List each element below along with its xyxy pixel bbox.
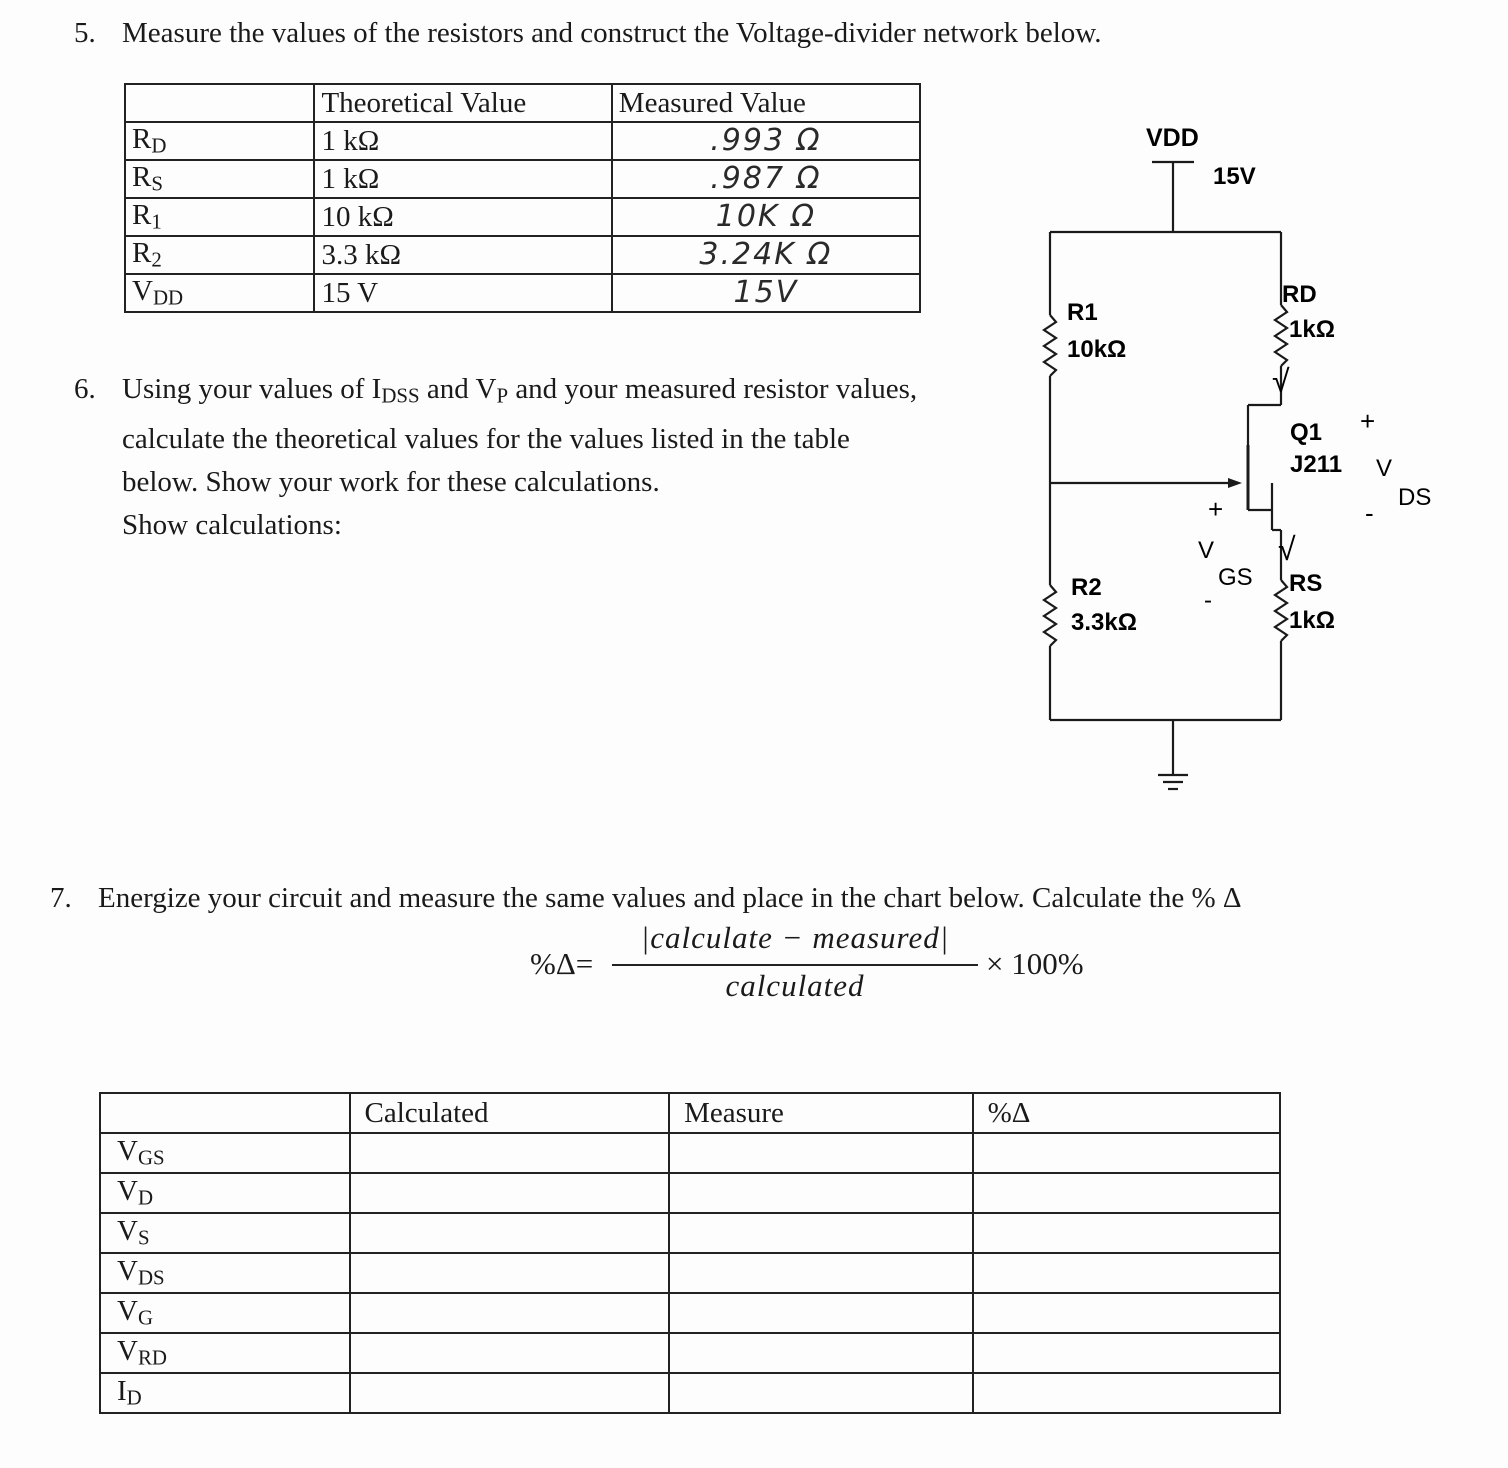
vgs-minus: - <box>1204 587 1212 614</box>
vds-minus: - <box>1365 498 1374 528</box>
calculated-cell[interactable] <box>350 1213 670 1253</box>
calculated-cell[interactable] <box>350 1293 670 1333</box>
percent-change-cell[interactable] <box>973 1133 1280 1173</box>
calculated-cell[interactable] <box>350 1133 670 1173</box>
q1-name: Q1 <box>1290 419 1323 446</box>
measured-value: .993 Ω <box>612 122 920 160</box>
table-row <box>100 1333 1280 1373</box>
rs-value: 1kΩ <box>1289 607 1335 634</box>
vds-sub: DS <box>1398 484 1432 511</box>
calculated-cell[interactable] <box>350 1333 670 1373</box>
table-header-row <box>100 1093 1280 1133</box>
rs-name: RS <box>1289 570 1323 597</box>
denominator-text: calculated <box>725 968 865 1003</box>
row-label: $V_S$ <box>100 1213 350 1253</box>
q6-text: Using your values of I <box>122 373 382 405</box>
percent-change-cell[interactable] <box>973 1213 1280 1253</box>
resistor-table <box>124 83 921 313</box>
measured-value: .987 Ω <box>612 160 920 198</box>
vds-v: V <box>1376 455 1393 482</box>
calculated-cell[interactable] <box>350 1173 670 1213</box>
table-row <box>100 1253 1280 1293</box>
idss-subscript: DSS <box>381 383 420 408</box>
row-label: $V_D$ <box>100 1173 350 1213</box>
q6-line-2: calculate the theoretical values for the values listed in the table <box>122 422 850 455</box>
percent-change-cell[interactable] <box>973 1293 1280 1333</box>
header-empty-cell <box>125 84 314 122</box>
question-number: 7. <box>50 882 72 914</box>
row-label: $V_{DS}$ <box>100 1253 350 1293</box>
header-measure: Measure <box>669 1093 973 1133</box>
theoretical-value: 3.3 kΩ <box>314 236 611 274</box>
q6-line-4: Show calculations: <box>122 508 342 541</box>
calculated-cell[interactable] <box>350 1373 670 1413</box>
q1-part: J211 <box>1290 451 1343 478</box>
measured-value: 15V <box>612 274 920 312</box>
results-table <box>99 1092 1281 1414</box>
rd-check-mark: √ <box>1272 363 1290 399</box>
voltage-divider-circuit <box>1010 110 1480 810</box>
table-row <box>125 236 920 274</box>
r1-resistor-symbol <box>1044 315 1056 376</box>
row-label: $V_G$ <box>100 1293 350 1333</box>
r1-value: 10kΩ <box>1067 336 1127 363</box>
vp-subscript: P <box>496 383 509 408</box>
vgs-v: V <box>1198 537 1215 564</box>
row-label: $V_{RD}$ <box>100 1333 350 1373</box>
calculated-cell[interactable] <box>350 1253 670 1293</box>
vgs-sub: GS <box>1218 564 1253 591</box>
measure-cell[interactable] <box>669 1173 973 1213</box>
rd-name: RD <box>1282 281 1317 308</box>
header-calculated: Calculated <box>350 1093 670 1133</box>
r2-name: R2 <box>1071 574 1102 601</box>
header-theoretical: Theoretical Value <box>314 84 611 122</box>
vdd-value: 15V <box>1213 163 1256 190</box>
theoretical-value: 1 kΩ <box>314 122 611 160</box>
formula-multiplier: × 100% <box>986 946 1084 981</box>
measured-value: 10K Ω <box>612 198 920 236</box>
header-empty-cell <box>100 1093 350 1133</box>
numerator-text: |calculate − measured| <box>640 920 950 955</box>
table-row <box>125 122 920 160</box>
vdd-label: VDD <box>1146 124 1199 152</box>
header-measured: Measured Value <box>612 84 920 122</box>
measure-cell[interactable] <box>669 1133 973 1173</box>
q6-text: and your measured resistor values, <box>508 373 918 405</box>
table-row <box>100 1133 1280 1173</box>
theoretical-value: 15 V <box>314 274 611 312</box>
row-label: $R_1$ <box>125 198 314 236</box>
question-5 <box>74 12 1102 56</box>
r1-name: R1 <box>1067 299 1098 326</box>
measure-cell[interactable] <box>669 1373 973 1413</box>
measure-cell[interactable] <box>669 1293 973 1333</box>
header-percent-change: %Δ <box>973 1093 1280 1133</box>
table-row <box>125 274 920 312</box>
question-6 <box>74 368 917 547</box>
table-row <box>100 1213 1280 1253</box>
r2-value: 3.3kΩ <box>1071 609 1137 636</box>
measure-cell[interactable] <box>669 1333 973 1373</box>
gate-arrow-icon <box>1228 478 1242 488</box>
table-row <box>125 198 920 236</box>
question-number: 6. <box>74 373 96 405</box>
table-row <box>100 1173 1280 1213</box>
rs-resistor-symbol <box>1275 580 1287 641</box>
formula-numerator <box>612 920 978 956</box>
q6-line-3: below. Show your work for these calculations. <box>122 465 660 498</box>
row-label: $I_D$ <box>100 1373 350 1413</box>
vgs-plus: + <box>1208 494 1224 524</box>
question-text: Measure the values of the resistors and construct the Voltage-divider network below. <box>122 17 1102 49</box>
row-label: $V_{DD}$ <box>125 274 314 312</box>
table-row <box>100 1373 1280 1413</box>
question-text: Energize your circuit and measure the same values and place in the chart below. Calculate the % Δ <box>98 882 1242 914</box>
question-number: 5. <box>74 17 96 49</box>
q6-text: and V <box>419 373 497 405</box>
percent-change-cell[interactable] <box>973 1373 1280 1413</box>
percent-change-cell[interactable] <box>973 1333 1280 1373</box>
percent-change-cell[interactable] <box>973 1253 1280 1293</box>
table-header-row <box>125 84 920 122</box>
measure-cell[interactable] <box>669 1213 973 1253</box>
fraction-bar <box>612 964 978 966</box>
row-label: $R_2$ <box>125 236 314 274</box>
formula-denominator <box>612 968 978 1004</box>
r2-resistor-symbol <box>1044 585 1056 646</box>
row-label: $V_{GS}$ <box>100 1133 350 1173</box>
theoretical-value: 1 kΩ <box>314 160 611 198</box>
theoretical-value: 10 kΩ <box>314 198 611 236</box>
row-label: $R_D$ <box>125 122 314 160</box>
rd-resistor-symbol <box>1275 305 1287 366</box>
vds-plus: + <box>1360 406 1376 436</box>
rd-value: 1kΩ <box>1289 316 1335 343</box>
question-7 <box>50 877 1242 921</box>
percent-change-cell[interactable] <box>973 1173 1280 1213</box>
measure-cell[interactable] <box>669 1253 973 1293</box>
table-row <box>100 1293 1280 1333</box>
rs-check-mark: √ <box>1278 531 1296 567</box>
table-row <box>125 160 920 198</box>
measured-value: 3.24K Ω <box>612 236 920 274</box>
row-label: $R_S$ <box>125 160 314 198</box>
formula-lhs: %Δ= <box>530 946 594 981</box>
